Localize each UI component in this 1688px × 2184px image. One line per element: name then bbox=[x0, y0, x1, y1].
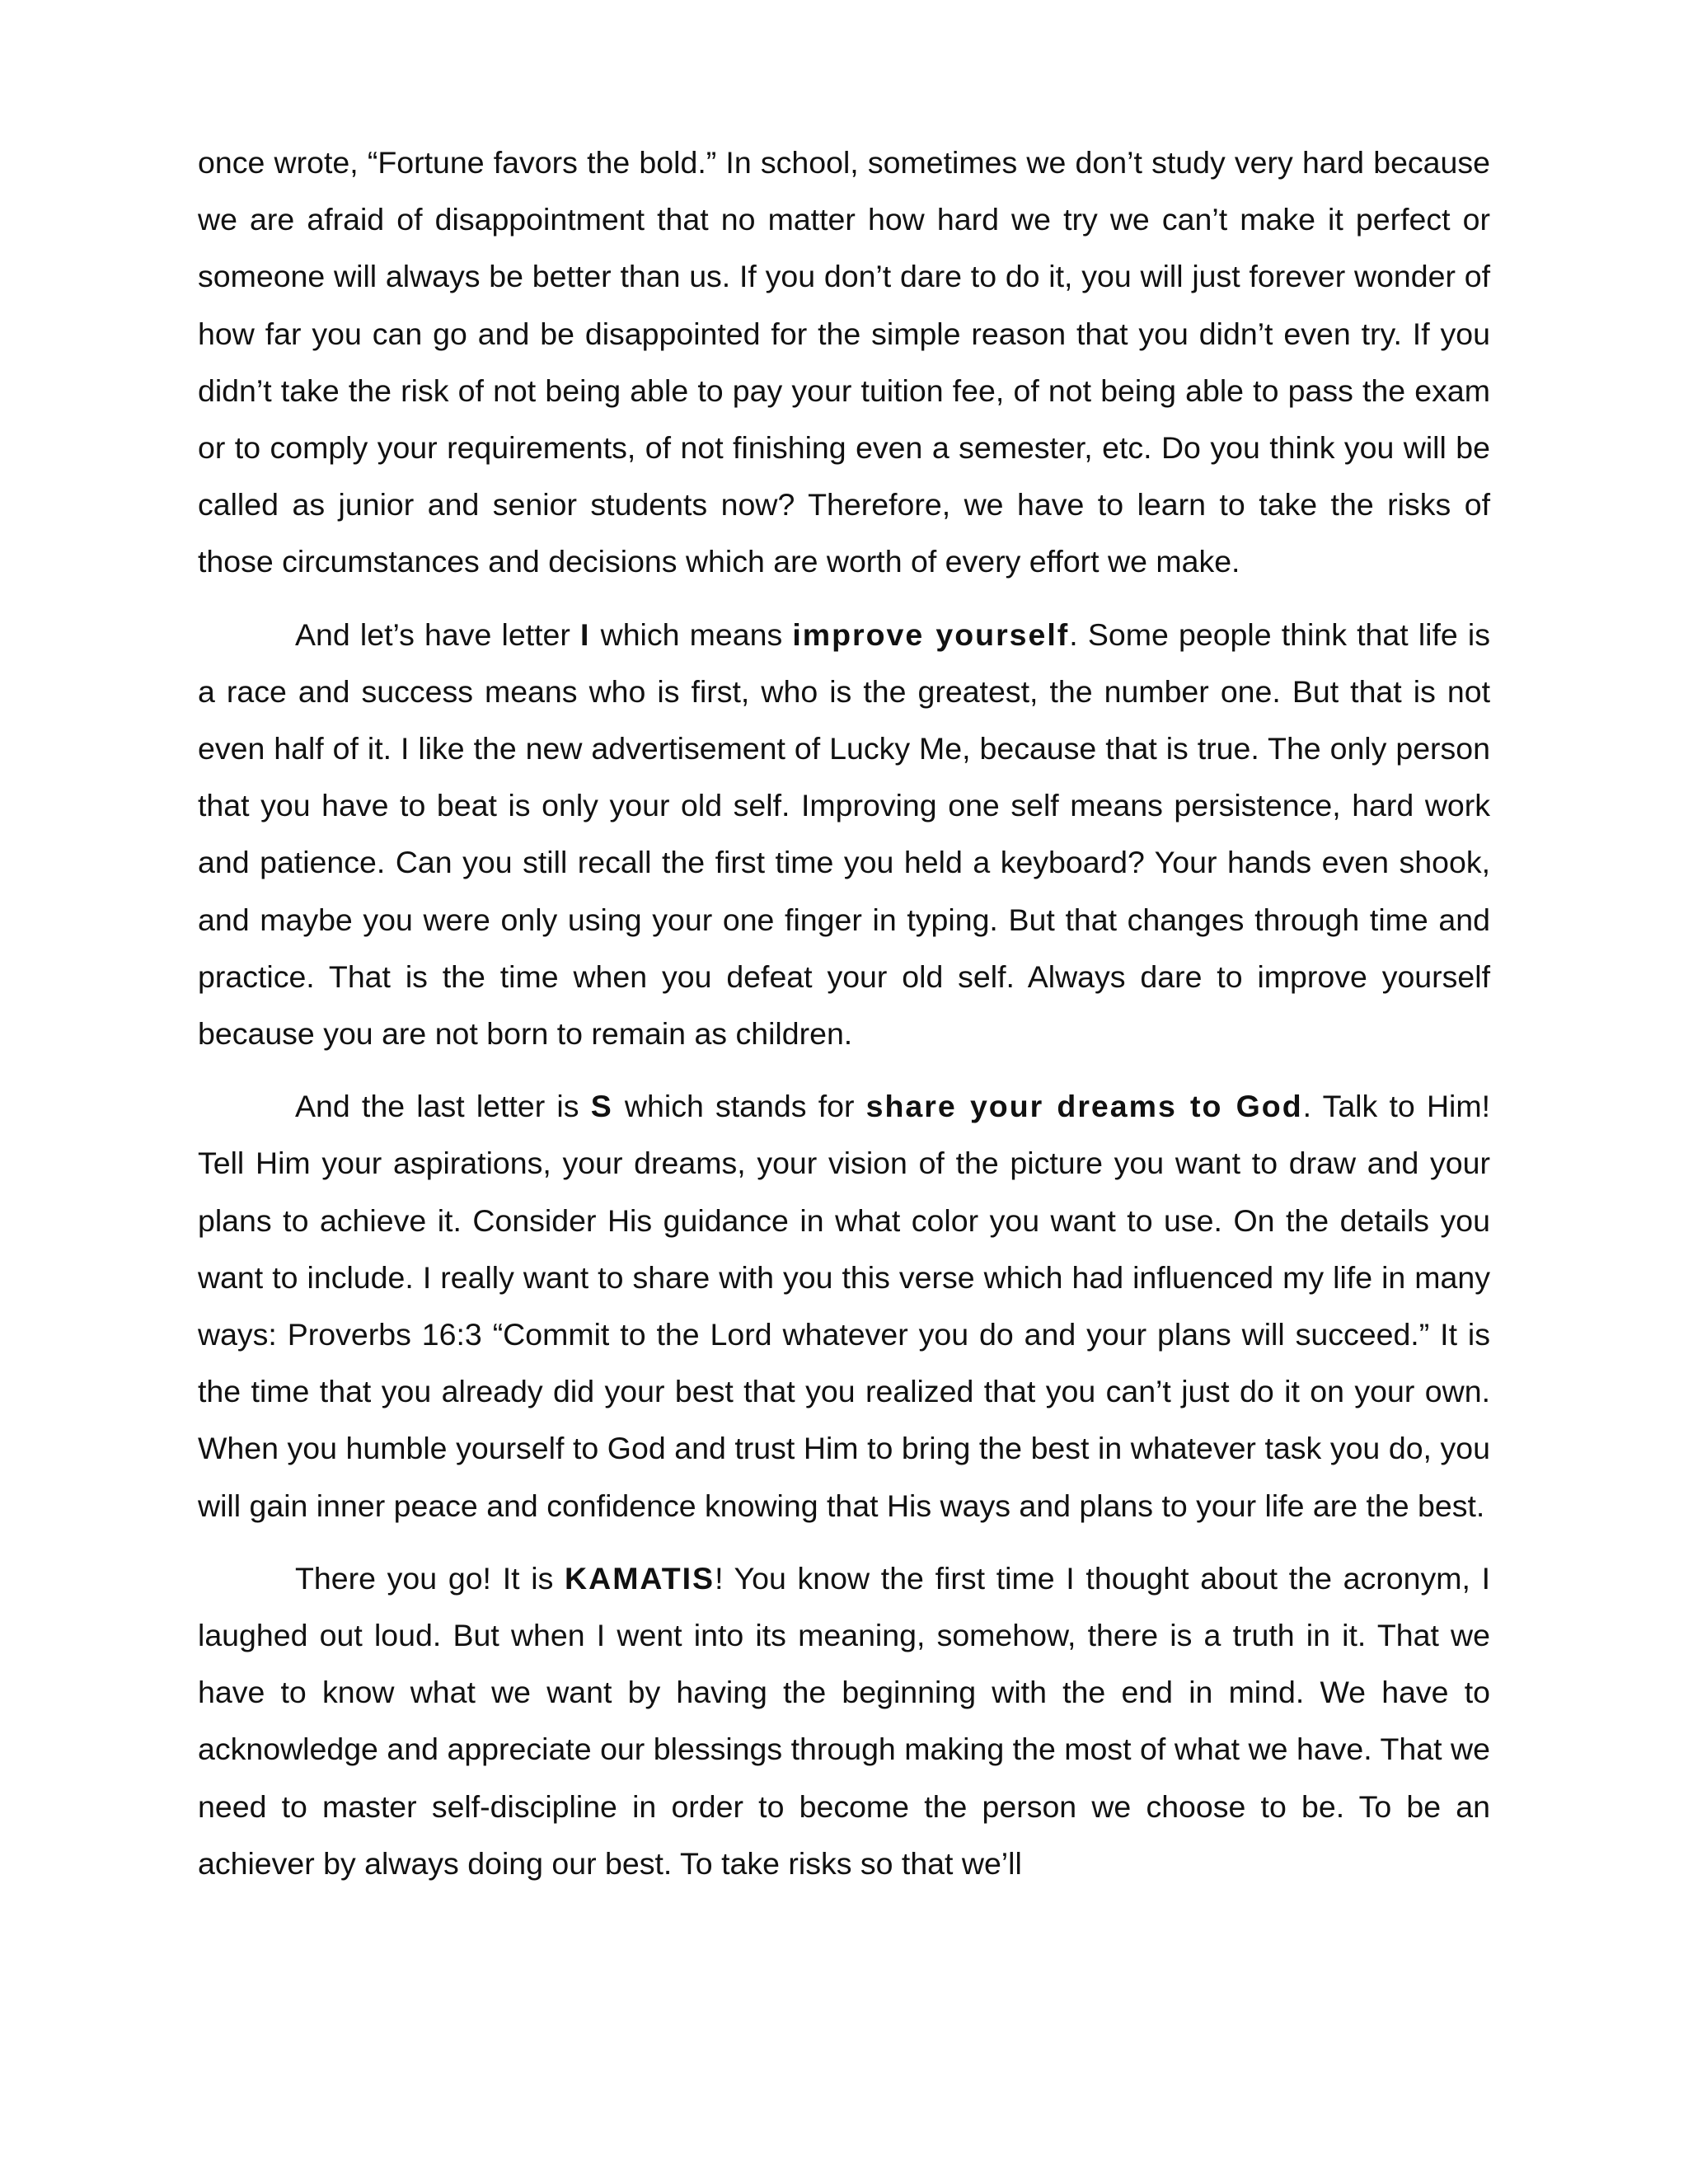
emphasis-text: I bbox=[580, 616, 591, 652]
body-text: which means bbox=[590, 616, 793, 652]
emphasis-text: KAMATIS bbox=[565, 1560, 715, 1596]
document-page bbox=[198, 134, 1490, 1892]
body-text: There you go! It is bbox=[295, 1560, 565, 1596]
paragraph-risk-continued bbox=[198, 134, 1490, 591]
body-text: . Some people think that life is a race and success means who is first, who is the greatest, the number one. But that is not even half of it. I like the new advertisement of Lucky Me, because that is true. The only person that you have to beat is only your old self. Improving one self means persistence, hard work and patience. Can you still recall the first time you held a keyboard? Your hands even shook, and maybe you were only using your one finger in typing. But that changes through time and practice. That is the time when you defeat your old self. Always dare to improve yourself because you are not born to remain as children. bbox=[198, 616, 1491, 1052]
body-text: which stands for bbox=[612, 1089, 866, 1124]
body-text: And the last letter is bbox=[295, 1089, 591, 1124]
paragraph-kamatis-summary bbox=[198, 1550, 1490, 1892]
body-text: And let’s have letter bbox=[295, 616, 581, 652]
emphasis-text: improve yourself bbox=[792, 616, 1070, 652]
emphasis-text: S bbox=[590, 1089, 613, 1124]
emphasis-text: share your dreams to God bbox=[865, 1089, 1303, 1124]
body-text: ! You know the first time I thought about the acronym, I laughed out loud. But when I went into its meaning, somehow, there is a truth in it. That we have to know what we want by having the beginning with the end in mind. We have to acknowledge and appreciate our blessings through making the most of what we have. That we need to master self-discipline in order to become the person we choose to be. To be an achiever by always doing our best. To take risks so that we’ll bbox=[198, 1560, 1490, 1881]
paragraph-letter-i bbox=[198, 607, 1490, 1063]
body-text: . Talk to Him! Tell Him your aspirations, your dreams, your vision of the picture you want to draw and your plans to achieve it. Consider His guidance in what color you want to use. On the details you want to include. I really want to share with you this verse which had influenced my life in many ways: Proverbs 16:3 “Commit to the Lord whatever you do and your plans will succeed.” It is the time that you already did your best that you realized that you can’t just do it on your own. When you humble yourself to God and trust Him to bring the best in whatever task you do, you will gain inner peace and confidence knowing that His ways and plans to your life are the best. bbox=[198, 1089, 1491, 1523]
body-text: once wrote, “Fortune favors the bold.” In school, sometimes we don’t study very hard because we are afraid of disappointment that no matter how hard we try we can’t make it perfect or someone will always be better than us. If you don’t dare to do it, you will just forever wonder of how far you can go and be disappointed for the simple reason that you didn’t even try. If you didn’t take the risk of not being able to pay your tuition fee, of not being able to pass the exam or to comply your requirements, of not finishing even a semester, etc. Do you think you will be called as junior and senior students now? Therefore, we have to learn to take the risks of those circumstances and decisions which are worth of every effort we make. bbox=[198, 145, 1490, 579]
paragraph-letter-s bbox=[198, 1078, 1490, 1535]
